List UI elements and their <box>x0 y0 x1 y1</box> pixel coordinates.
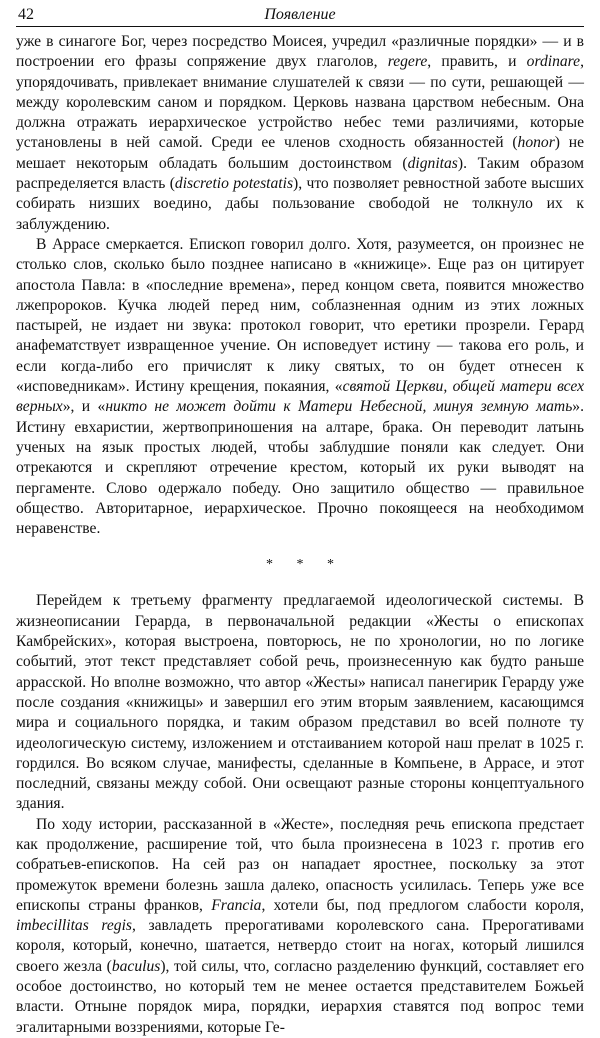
text-run: ), что позволяет ревностной заботе высших собирать низших воедино, дабы пользование свободой не толкнуло их к заблуждению. <box>16 175 585 233</box>
italic-run: ordinare <box>526 53 581 71</box>
page-header <box>16 0 584 26</box>
running-title: Появление <box>264 6 336 23</box>
italic-run: никто не может дойти к Матери Небесной, минуя земную мать <box>105 398 573 416</box>
italic-run: regere <box>387 53 428 71</box>
text-run: ), той силы, что, согласно разделению функций, составляет его особое достоинство, но который тем не менее остается представителем Божьей власти. Отныне порядок мира, порядки, иерархия ставятся под вопрос теми эгалитарными воззрениями, которые Ге- <box>16 957 584 1036</box>
text-run: уже в синагоге Бог, через посредство Моисея, учредил «различные порядки» — и в построении его фразы сопряжение двух глаголов, <box>16 33 584 71</box>
paragraph <box>16 815 584 1038</box>
paragraph <box>16 235 584 539</box>
text-run: ). Таким образом распределяется власть ( <box>16 154 585 193</box>
text-run: ». Истину евхаристии, жертвоприношения на алтаре, брака. Он переводит латынь ученых на язык простых людей, чтобы заблудшие поняли как следует. Они отрекаются и скрепляют отречение крестом, который их руки выводят на пергаменте. Слово одержало победу. Оно защитило общество — правильное общество. Авторитарное, иерархическое. Прочно покоящееся на необходимом неравенстве. <box>16 398 584 538</box>
text-run: По ходу истории, рассказанной в «Жесте», последняя речь епископа предстает как продолжение, расширение той, что была произнесена в 1023 г. против его собратьев-епископов. На сей раз он нападает яростнее, поскольку за этот промежуток времени болезнь зашла далеко, опасность усилилась. Теперь уже все епископы страны франков, <box>16 815 584 914</box>
text-run: , упорядочивать, привлекает внимание слушателей к связи — по сути, решающей — между королевским саном и порядком. Церковь названа царством небесным. Она должна отражать иерархическое устройство небес теми различиями, которые установлены в ней самой. Среди ее членов сходность обязанностей ( <box>16 53 584 152</box>
section-separator: * * * <box>266 557 344 573</box>
italic-run: dignitas <box>407 154 458 172</box>
italic-run: baculus <box>111 957 161 975</box>
paragraph <box>16 32 584 235</box>
text-run: , править, и <box>427 53 527 71</box>
italic-run: honor <box>517 134 555 152</box>
page-number: 42 <box>18 6 34 23</box>
italic-run: святой Церкви, общей матери всех верных <box>16 378 584 416</box>
text-run: В Аррасе смеркается. Епископ говорил долго. Хотя, разумеется, он произнес не столько слов, сколько было позднее написано в «книжице». Еще раз он цитирует апостола Павла: в «последние времена», перед концом света, появится множество лжепророков. Кучка людей перед ним, соблазненная одним из этих ложных пастырей, не издает ни звука: протокол говорит, что еретики прозрели. Герард анафематствует извращенное учение. Он исповедует истину — такова его роль, и если когда-либо его причислят к лику святых, то он будет отнесен к «исповедникам». Истину крещения, покаяния, « <box>16 235 584 396</box>
italic-run: Francia <box>211 896 262 914</box>
text-run: , завладеть прерогативами королевского сана. Прерогативами короля, который, конечно, шатается, нетвердо стоит на ногах, который лишился своего жезла ( <box>16 917 584 975</box>
body-text <box>16 32 584 1038</box>
header-rule <box>16 26 584 27</box>
italic-run: imbecillitas regis <box>16 917 132 935</box>
text-run: , хотели бы, под предлогом слабости короля, <box>261 896 584 914</box>
text-run: Перейдем к третьему фрагменту предлагаемой идеологической системы. В жизнеописании Герарда, в первоначальной редакции «Жесты о епископах Камбрейских», которая выстроена, повторюсь, не по хронологии, но по логике событий, этот текст представляет собой речь, произнесенную как будто раньше аррасской. Но вполне возможно, что автор «Жесты» написал панегирик Герарду уже после создания «книжицы» и завершил его этим вторым заявлением, касающимся мира и социального порядка, и таким образом представил во всей полноте ту идеологическую систему, изложением и отстаиванием которой наш прелат в 1025 г. гордился. Во всяком случае, манифесты, сделанные в Компьене, в Аррасе, и этот последний, связаны между собой. Они освещают разные стороны концептуального здания. <box>16 592 584 813</box>
text-run: », и « <box>62 398 106 416</box>
italic-run: discretio potestatis <box>174 175 294 193</box>
paragraph <box>16 591 584 814</box>
text-run: ) не мешает некоторым обладать большим достоинством ( <box>16 134 584 172</box>
